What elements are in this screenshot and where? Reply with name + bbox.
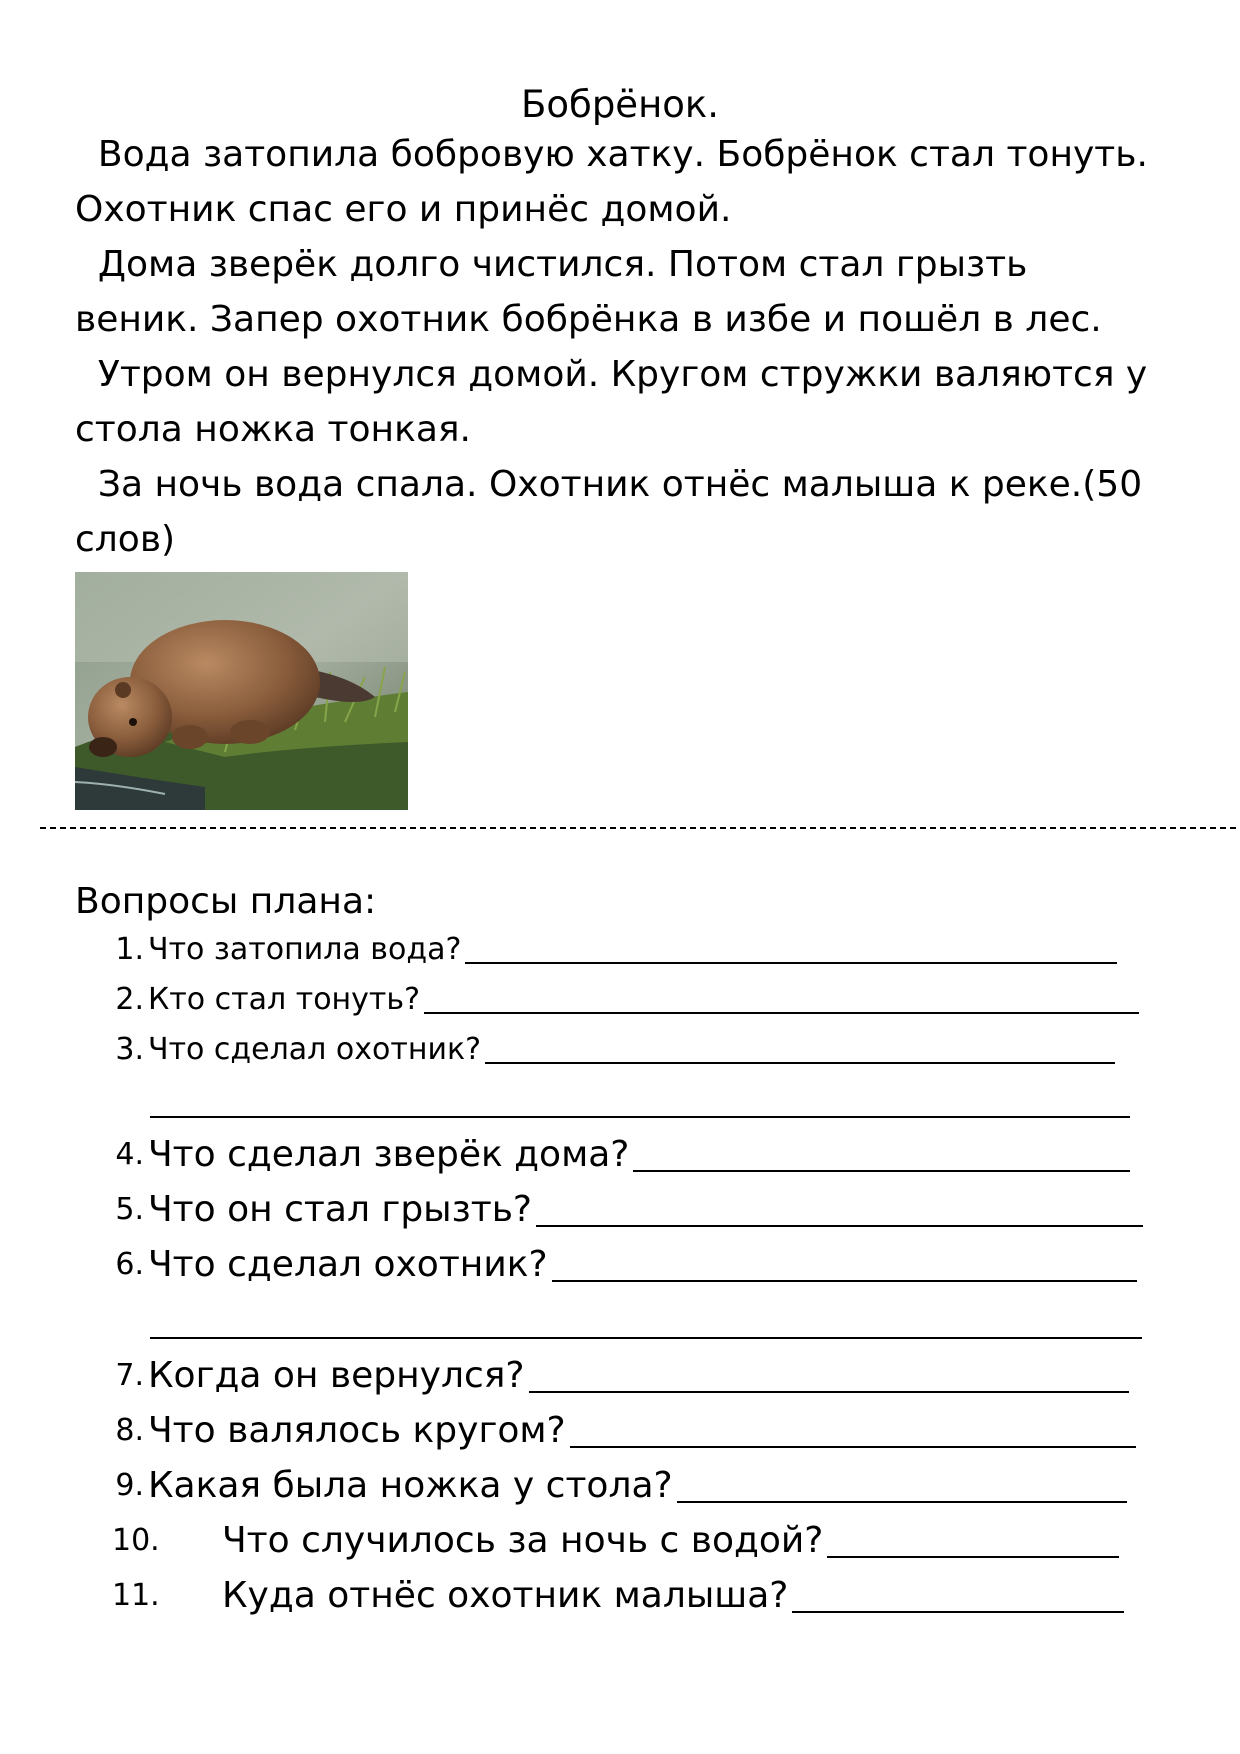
question-number: 5. xyxy=(115,1192,144,1227)
question-number: 9. xyxy=(115,1468,144,1503)
answer-line[interactable] xyxy=(792,1611,1124,1613)
answer-line[interactable] xyxy=(529,1391,1129,1393)
question-number: 4. xyxy=(115,1137,144,1172)
plan-question xyxy=(115,1240,1137,1290)
story-line: Вода затопила бобровую хатку. Бобрёнок стал тонуть. xyxy=(75,134,1148,175)
question-text: Когда он вернулся? xyxy=(148,1355,525,1396)
question-number: 10. xyxy=(112,1523,160,1558)
question-number: 3. xyxy=(115,1032,144,1067)
answer-line[interactable] xyxy=(827,1556,1119,1558)
plan-question xyxy=(115,1130,1130,1180)
plan-question xyxy=(115,1461,1127,1511)
story-line: стола ножка тонкая. xyxy=(75,409,471,450)
question-text: Что сделал охотник? xyxy=(148,1032,481,1067)
story-line: Утром он вернулся домой. Кругом стружки валяются у xyxy=(75,354,1148,395)
answer-line-continued[interactable] xyxy=(150,1337,1142,1339)
question-number: 11. xyxy=(112,1578,160,1613)
plan-question xyxy=(115,1351,1129,1401)
answer-line[interactable] xyxy=(677,1501,1127,1503)
answer-line[interactable] xyxy=(536,1225,1143,1227)
question-number: 1. xyxy=(115,932,144,967)
question-text: Что валялось кругом? xyxy=(148,1410,566,1451)
story-line: слов) xyxy=(75,519,176,560)
question-number: 7. xyxy=(115,1358,144,1393)
answer-line-continued[interactable] xyxy=(150,1116,1130,1118)
story-line: Охотник спас его и принёс домой. xyxy=(75,189,732,230)
plan-question xyxy=(115,928,1117,972)
question-text: Куда отнёс охотник малыша? xyxy=(222,1575,789,1616)
plan-question xyxy=(112,1571,1124,1621)
answer-line[interactable] xyxy=(465,962,1117,964)
answer-line[interactable] xyxy=(633,1170,1130,1172)
question-text: Какая была ножка у стола? xyxy=(148,1465,673,1506)
question-number: 2. xyxy=(115,982,144,1017)
answer-line[interactable] xyxy=(570,1446,1136,1448)
plan-question xyxy=(115,1406,1136,1456)
plan-question xyxy=(112,1516,1119,1566)
plan-title: Вопросы плана: xyxy=(75,881,377,922)
story-line: Дома зверёк долго чистился. Потом стал грызть xyxy=(75,244,1028,285)
answer-line[interactable] xyxy=(424,1012,1139,1014)
question-text: Что затопила вода? xyxy=(148,932,462,967)
question-number: 6. xyxy=(115,1247,144,1282)
story-title: Бобрёнок. xyxy=(520,83,720,126)
beaver-kit-photo xyxy=(75,572,408,810)
question-text: Кто стал тонуть? xyxy=(148,982,421,1017)
answer-line[interactable] xyxy=(552,1280,1137,1282)
story-line: За ночь вода спала. Охотник отнёс малыша к реке.(50 xyxy=(75,464,1143,505)
question-text: Что сделал охотник? xyxy=(148,1244,548,1285)
plan-question xyxy=(115,1185,1143,1235)
question-text: Что он стал грызть? xyxy=(148,1189,533,1230)
story-line: веник. Запер охотник бобрёнка в избе и пошёл в лес. xyxy=(75,299,1102,340)
question-text: Что случилось за ночь с водой? xyxy=(222,1520,824,1561)
question-text: Что сделал зверёк дома? xyxy=(148,1134,630,1175)
cut-line-divider xyxy=(40,827,1236,829)
plan-question xyxy=(115,978,1139,1022)
question-number: 8. xyxy=(115,1413,144,1448)
plan-question xyxy=(115,1028,1115,1072)
answer-line[interactable] xyxy=(485,1062,1115,1064)
